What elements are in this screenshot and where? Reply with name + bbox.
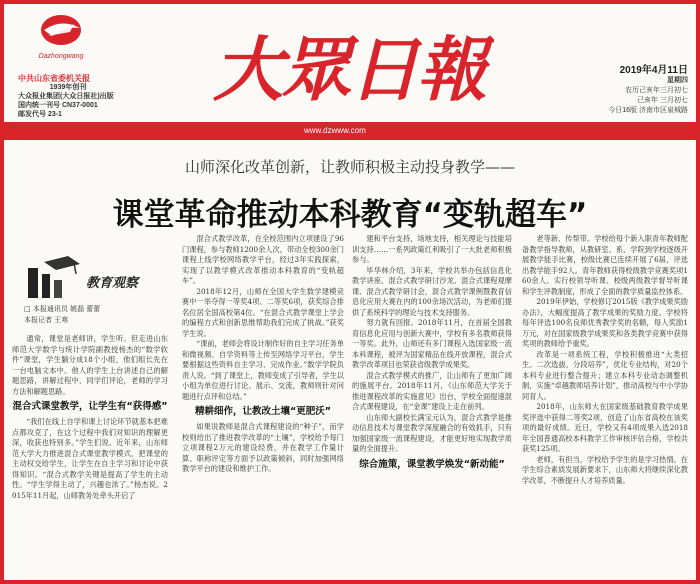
pub-line-5: 邮发代号 23-1 [18, 111, 62, 118]
col3-body-2: 毕华林介绍，3年来，学校共举办包括信息化教学讲座、混合式教学研讨沙龙、混合式课程观摩课、混合式教学研讨会，混合式教学课例暨教育信息化应用大赛在内的100余场次活动，为老师们提供了系统科学的理论与技术支持服务。 [352, 265, 512, 317]
col2-body-2: 2018年12月，山师在全国大学生数学建模竞赛中一举夺得一等奖4项、二等奖6项，获奖综合排名位居全国高校第4位。“在混合式教学课堂上学会的编程方式和创新思维帮助我们完成了挑战。”获奖学生说。 [182, 286, 344, 338]
pub-line-2: 1939年创刊 [49, 84, 87, 91]
pub-line-3: 大众报业集团(大众日报社)出版 [18, 93, 114, 100]
col4-body-4: 2018年，山东师大在国家级基础教育教学成果奖评选中获得二等奖2项，创造了山东省高校在该奖项的最好成绩。近日，学校又有4项成果入选2018年全国普通高校本科教学工作审核评估合格，学校共获奖125项。 [522, 402, 688, 453]
col2-subheading: 精耕细作，让教改土壤“更肥沃” [195, 406, 331, 417]
article-kicker: 山师深化改革创新，让教师积极主动投身教学—— [184, 158, 515, 176]
website-url[interactable]: www.dzwww.com [304, 126, 366, 135]
col1-subheading: 混合式课堂教学，让学生有“获得感” [12, 401, 168, 412]
masthead-red-bar [4, 122, 696, 140]
col4-body-5: 老师，有担当，学校给予学生的是学习热情。在学生综合素质发展新要求下，山东师大将继续深化教学改革，不断提升人才培养质量。 [522, 454, 688, 485]
column-badge [24, 254, 164, 300]
issue-lunar-2: 己亥年 三月初七 [637, 97, 688, 104]
date-box [568, 66, 688, 116]
col3-body-4: 混合式教学模式的推广，让山师有了更加广阔的施展平台。2018年11月，《山东师范大学关于推进课程改革的实施意见》出台，学校全面提速混合式课程建设，在“金课”建设上走在前列。 [352, 370, 512, 411]
article-column-1 [12, 334, 168, 570]
col2-body-4: 如果说教师是混合式课程建设的“种子”，而学校则给出了推进教学改革的“土壤”，学校给予每门立项课程2万元的建设经费，并在教学工作量计算、职称评定等方面予以政策倾斜，同时加强网络教学平台的建设和维护工作。 [182, 422, 344, 473]
graduation-cap-icon [24, 254, 82, 300]
pub-line-4: 国内统一刊号 CN37-0001 [18, 102, 98, 109]
col2-body-1: 混合式教学改革，在全校范围内立项建设了96门课程，参与教师1200余人次，带动全校300余门课程上线学校网络教学平台，经过3年实践探索，实现了以教学模式改革推动本科教育的“变轨超车”。 [182, 234, 344, 285]
article-column-4 [522, 234, 688, 570]
article-headline: 课堂革命推动本科教育“变轨超车” [112, 197, 588, 233]
issue-edition: 今日16版 济南市区泉城路 [608, 107, 688, 114]
article-column-2 [182, 234, 344, 570]
byline-line-1: □ 本报通讯员 姚磊 蕾蕾 [24, 305, 101, 313]
col4-body-3: 改革是一项系统工程，学校积极推进“大类招生、二次选拔、分段培养”，优化专业结构，对20个本科专业进行整合提升；建立本科专业动态调整机制，实施“卓越教师培养计划”，推动高校与中小学协同育人。 [522, 349, 688, 401]
column-label: 教育观察 [86, 276, 139, 291]
svg-text:大眾日報: 大眾日報 [213, 28, 485, 111]
col1-intro: 通常，课堂是老师讲，学生听。但走进山东师范大学数学与统计学院副教授杨杰的“数学软件”课堂，学生躺分成18个小组，他们组长先在一台电脑文本中。他人的学生上台讲述自己的解题思路，讲解过程中，同学们评论，老师的学习方法和解题思路。 [12, 334, 168, 396]
issue-lunar: 农历己亥年三月初七 [625, 87, 688, 94]
col3-body-5: 山东师大副校长满宝元认为，混合式教学是推动信息技术与课堂教学深度融合的有效抓手，只有加强国家级一流课程建设，才能更好地实现教学质量的全面提升。 [352, 412, 512, 453]
col2-body-3: “课前，老师会将设计制作好的自主学习任务单和微视频、自学资料等上传至网络学习平台，学生要根据这些资料自主学习、完成作业。”数学学院负责人说。“到了课堂上，教师变成了引导者，学生以小组为单位进行讨论、展示、交流，教师则针对问题进行点评和总结。” [182, 339, 344, 401]
byline [24, 304, 174, 326]
col1-body: “我们在线上自学和课上讨论环节就基本把难点都攻克了，在这个过程中我们对知识的理解更深，收获也特别多。”学生们说。近年来，山东师范大学大力推进混合式课堂教学模式，把课堂的主动权交给学生，让学生在自主学习和讨论中获得知识。“混合式教学关键是提高了学生的主动性。“学生学得主动了，兴趣也浓了。”杨杰说。2015年11月起，山师教务处牵头开启了 [12, 417, 168, 500]
svg-text:Dazhongwang: Dazhongwang [38, 53, 84, 60]
publication-info [18, 74, 138, 119]
issue-date: 2019年4月11日 [619, 65, 688, 76]
pub-line-1: 中共山东省委机关报 [18, 74, 90, 83]
col3-body-1: 建和平台支持，场地支持，相关理论与技能培训支持……一系列政策红利吸引了一大批老师积极参与。 [352, 234, 512, 264]
col3-body-3: 努力就有回报。2018年11月，在首届全国教育信息化应用与创新大赛中，学校有多名教师获得一等奖。此外，山师还有多门课程入选国家级一流本科课程，被评为国家精品在线开放课程，混合式教学改革项目也荣获省级教学成果奖。 [352, 318, 512, 369]
col3-subheading: 综合施策，课堂教学焕发“新动能” [359, 458, 505, 470]
masthead [4, 4, 696, 142]
col4-body-1: 老等新、传帮带。学校给每个新入职青年教师配备教学指导教师，从教研室、系、学院到学校逐级开展教学能手比赛，校级比赛已连续开展了6届，评选出教学能手92人。青年教师获得校级教学竞赛奖项160余人。实行校领导听课、校级两级教学督导听课和学生评教制度，形成了全面的教学质量监控体系。 [522, 234, 688, 296]
issue-weekday: 星期四 [667, 77, 688, 84]
col4-body-2: 2019年伊始，学校修订2015版《教学成果奖励办法》，大幅度提高了教学成果的奖励力度。学校将每年评选100名良师优秀教学奖的名额，每人奖励1万元，对在国家级教学成果奖和各类教学竞赛中获得奖项的教师给予重奖。 [522, 297, 688, 348]
byline-line-2: 本报记者 王寒 [24, 316, 69, 324]
newspaper-title [204, 22, 494, 112]
newspaper-logo-icon [30, 12, 92, 64]
article-column-3 [352, 234, 512, 570]
